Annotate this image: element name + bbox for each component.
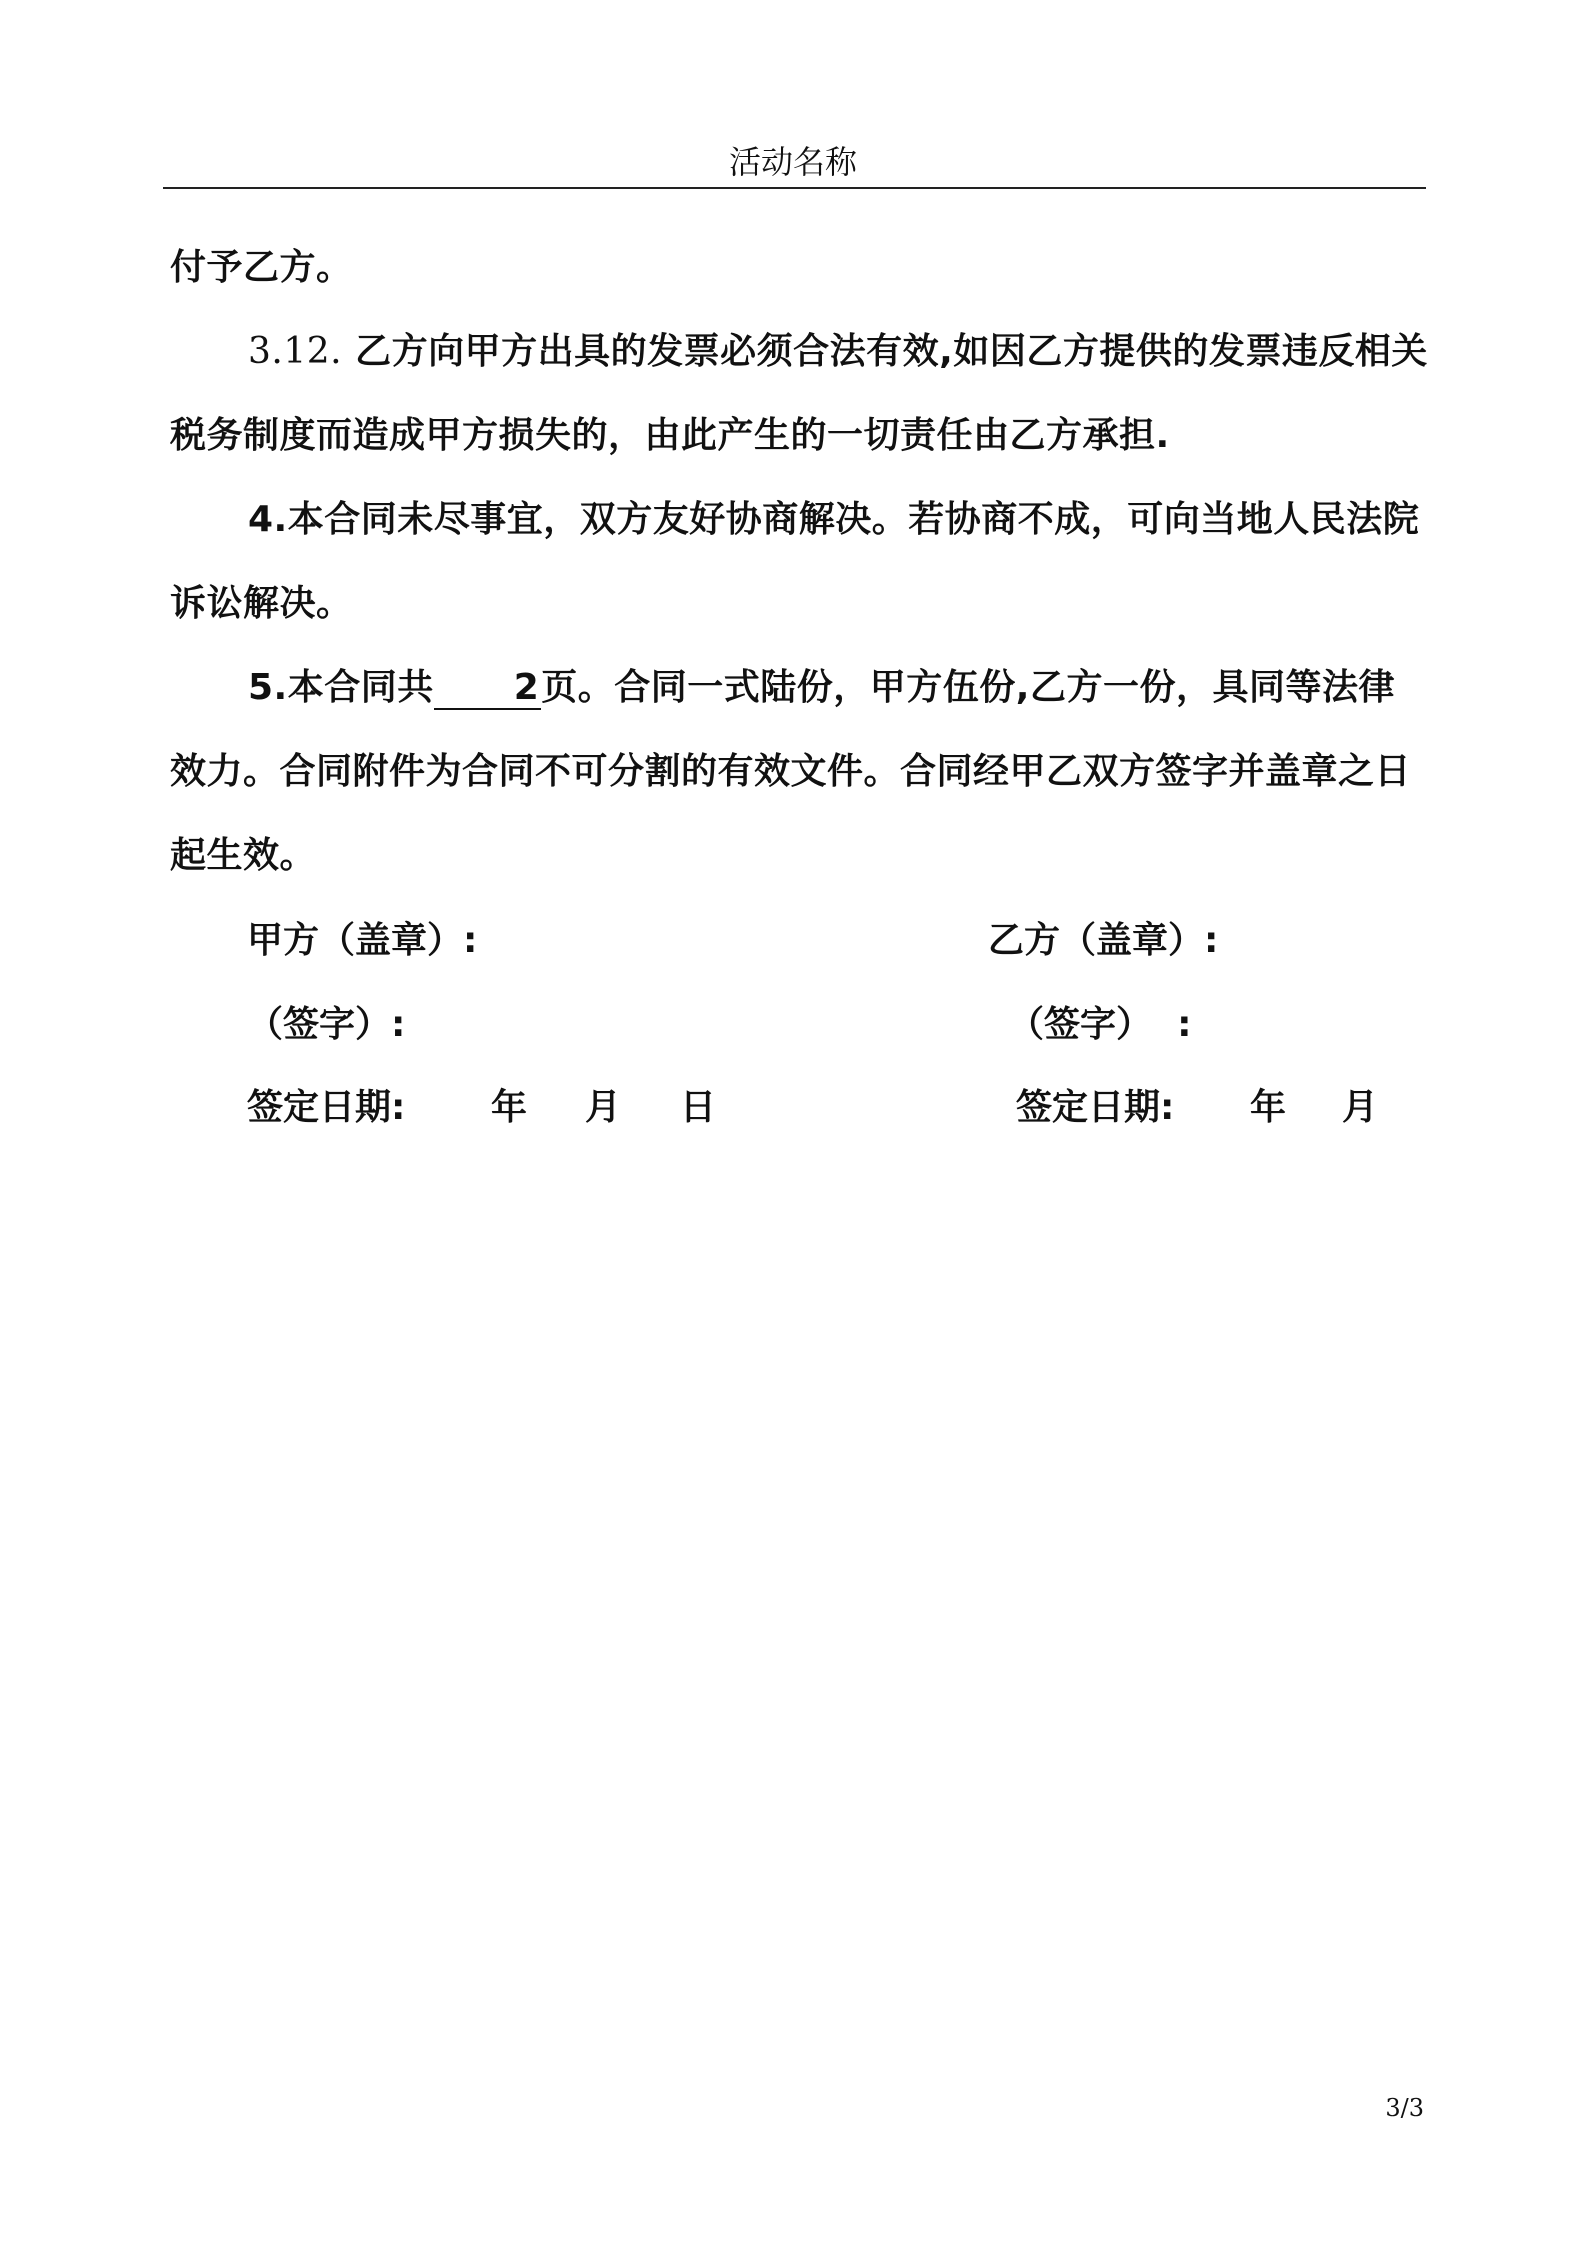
clause-5	[170, 646, 1430, 898]
page-count-blank: 2	[434, 668, 542, 710]
party-a-seal-label: 甲方（盖章）:	[247, 920, 478, 961]
party-a-sign-label: （签字）:	[247, 1004, 406, 1045]
party-a-date-day: 日	[680, 1087, 717, 1128]
clause-3-12-number: 3.12.	[248, 331, 343, 372]
party-b-date-year: 年	[1250, 1087, 1287, 1128]
clause-5-text-end: 页。合同一式陆份，甲方伍份,乙方一份，具同等法律效力。合同附件为合同不可分割的有效文件。合同经甲乙双方签字并盖章之日起生效。	[170, 667, 1412, 876]
page-header-title: 活动名称	[728, 143, 857, 181]
clause-3-12-text: 乙方向甲方出具的发票必须合法有效,如因乙方提供的发票违反相关税务制度而造成甲方损失的，由此产生的一切责任由乙方承担.	[170, 331, 1428, 456]
party-a-date-month: 月	[585, 1087, 622, 1128]
party-a-date-year: 年	[491, 1087, 528, 1128]
party-b-date-month: 月	[1342, 1087, 1379, 1128]
party-a-date-label: 签定日期:	[247, 1087, 406, 1128]
party-b-seal-label: 乙方（盖章）:	[988, 920, 1219, 961]
paragraph-continuation: 付予乙方。	[170, 247, 353, 288]
party-b-date-label: 签定日期:	[1016, 1087, 1175, 1128]
party-b-sign-label: （签字） :	[1008, 1004, 1192, 1045]
contract-body	[170, 226, 1430, 898]
clause-3-12	[170, 310, 1430, 478]
header-divider	[163, 187, 1426, 189]
clause-5-text-start: 5.本合同共	[248, 667, 434, 708]
clause-4: 4.本合同未尽事宜，双方友好协商解决。若协商不成，可向当地人民法院诉讼解决。	[170, 499, 1420, 624]
page-number: 3/3	[1385, 2094, 1424, 2122]
